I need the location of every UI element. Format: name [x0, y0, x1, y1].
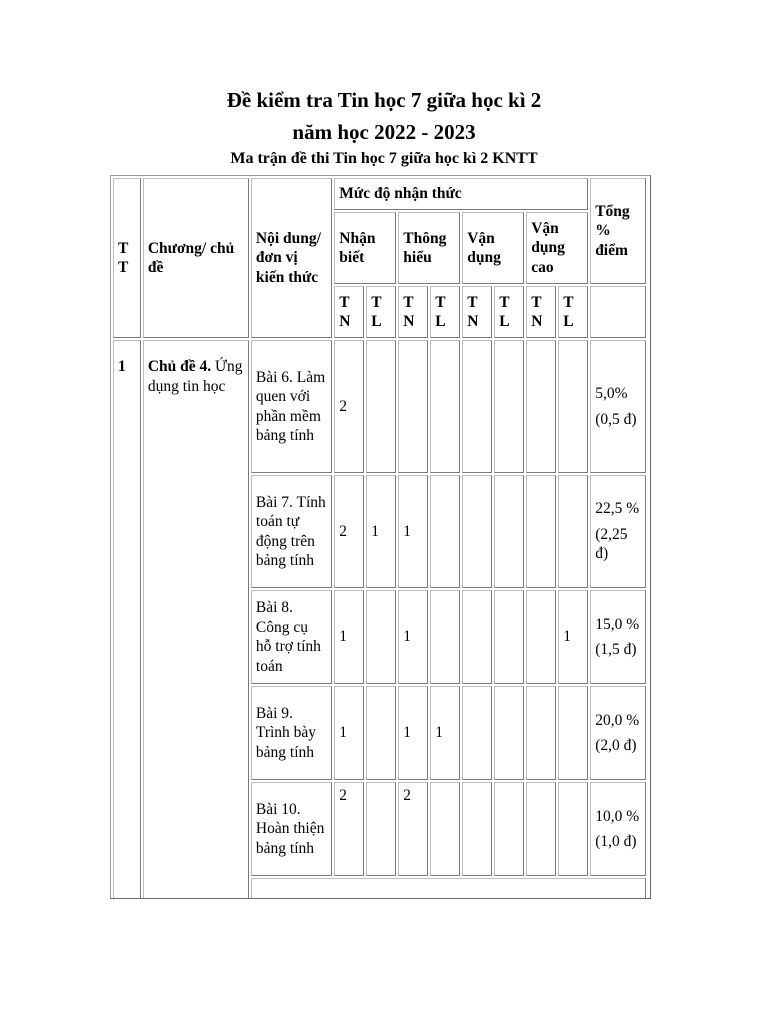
total-cell	[590, 340, 646, 473]
cell	[430, 590, 460, 684]
cell: 2	[334, 475, 364, 588]
cell	[526, 340, 556, 473]
cell: 1	[398, 686, 428, 780]
header-thong-hieu: Thông hiểu	[398, 212, 460, 284]
total-points: (1,0 đ)	[595, 833, 637, 850]
chapter-title: Chủ đề 4.	[147, 358, 212, 375]
header-content: Nội dung/đơn vị kiến thức	[251, 178, 332, 338]
header-nhan-biet: Nhận biết	[334, 212, 396, 284]
total-cell	[590, 475, 646, 588]
header-tt: TT	[113, 178, 141, 338]
chapter-name: Ứng dụng tin học	[147, 358, 243, 395]
cell	[494, 590, 524, 684]
cell: 2	[398, 782, 428, 876]
cell: 2	[334, 782, 364, 876]
cell	[494, 340, 524, 473]
cell	[494, 686, 524, 780]
cell	[366, 782, 396, 876]
cell	[462, 590, 492, 684]
total-percent: 10,0 %	[595, 807, 640, 825]
row-content: Bài 6. Làm quen với phần mềm bảng tính	[251, 340, 332, 473]
total-points: (2,25 đ)	[595, 525, 628, 563]
document-year: năm học 2022 - 2023	[292, 120, 476, 144]
cell	[494, 475, 524, 588]
total-cell	[590, 590, 646, 684]
cell	[430, 340, 460, 473]
row-chapter	[143, 340, 249, 899]
cell	[366, 590, 396, 684]
cell	[526, 686, 556, 780]
cell	[558, 686, 588, 780]
cell: 1	[398, 590, 428, 684]
total-percent: 22,5 %	[595, 500, 640, 518]
cell	[430, 475, 460, 588]
row-content: Bài 10. Hoàn thiện bảng tính	[251, 782, 332, 876]
cell: 2	[334, 340, 364, 473]
header-chapter: Chương/ chủ đề	[143, 178, 249, 338]
matrix-table-frame	[110, 175, 651, 899]
cell	[398, 340, 428, 473]
total-points: (2,0 đ)	[595, 737, 637, 754]
total-percent: 20,0 %	[595, 711, 640, 729]
row-tt: 1	[113, 340, 141, 899]
cell: 1	[398, 475, 428, 588]
header-tn: TN	[334, 286, 364, 338]
header-tl: TL	[366, 286, 396, 338]
cell	[558, 475, 588, 588]
cell	[462, 686, 492, 780]
cell: 1	[366, 475, 396, 588]
cell: 1	[334, 686, 364, 780]
cell	[526, 475, 556, 588]
row-content: Bài 8. Công cụ hỗ trợ tính toán	[251, 590, 332, 684]
header-total: Tổng % điểm	[590, 178, 646, 284]
row-content: Bài 7. Tính toán tự động trên bảng tính	[251, 475, 332, 588]
continuation-row	[251, 878, 646, 899]
total-percent: 5,0%	[595, 385, 628, 402]
total-points: (0,5 đ)	[595, 410, 637, 428]
matrix-table	[111, 176, 648, 899]
header-total-empty	[590, 286, 646, 338]
document-title: Đề kiểm tra Tin học 7 giữa học kì 2	[226, 88, 542, 112]
cell	[558, 340, 588, 473]
total-cell	[590, 686, 646, 780]
header-tn: TN	[398, 286, 428, 338]
cell: 1	[334, 590, 364, 684]
cell: 1	[558, 590, 588, 684]
cell	[430, 782, 460, 876]
header-tl: TL	[430, 286, 460, 338]
cell	[462, 340, 492, 473]
cell	[526, 590, 556, 684]
header-cognitive-level: Mức độ nhận thức	[334, 178, 588, 210]
header-tl: TL	[558, 286, 588, 338]
header-tn: TN	[462, 286, 492, 338]
cell: 1	[430, 686, 460, 780]
cell	[462, 475, 492, 588]
row-content: Bài 9. Trình bày bảng tính	[251, 686, 332, 780]
document-subtitle: Ma trận đề thi Tin học 7 giữa học kì 2 KNTT	[230, 150, 538, 167]
header-tn: TN	[526, 286, 556, 338]
cell	[558, 782, 588, 876]
cell	[366, 686, 396, 780]
total-percent: 15,0 %	[595, 615, 640, 633]
cell	[526, 782, 556, 876]
header-van-dung-cao: Vận dụng cao	[526, 212, 588, 284]
cell	[494, 782, 524, 876]
total-points: (1,5 đ)	[595, 641, 637, 658]
cell	[366, 340, 396, 473]
total-cell	[590, 782, 646, 876]
header-van-dung: Vận dụng	[462, 212, 524, 284]
header-tl: TL	[494, 286, 524, 338]
cell	[462, 782, 492, 876]
